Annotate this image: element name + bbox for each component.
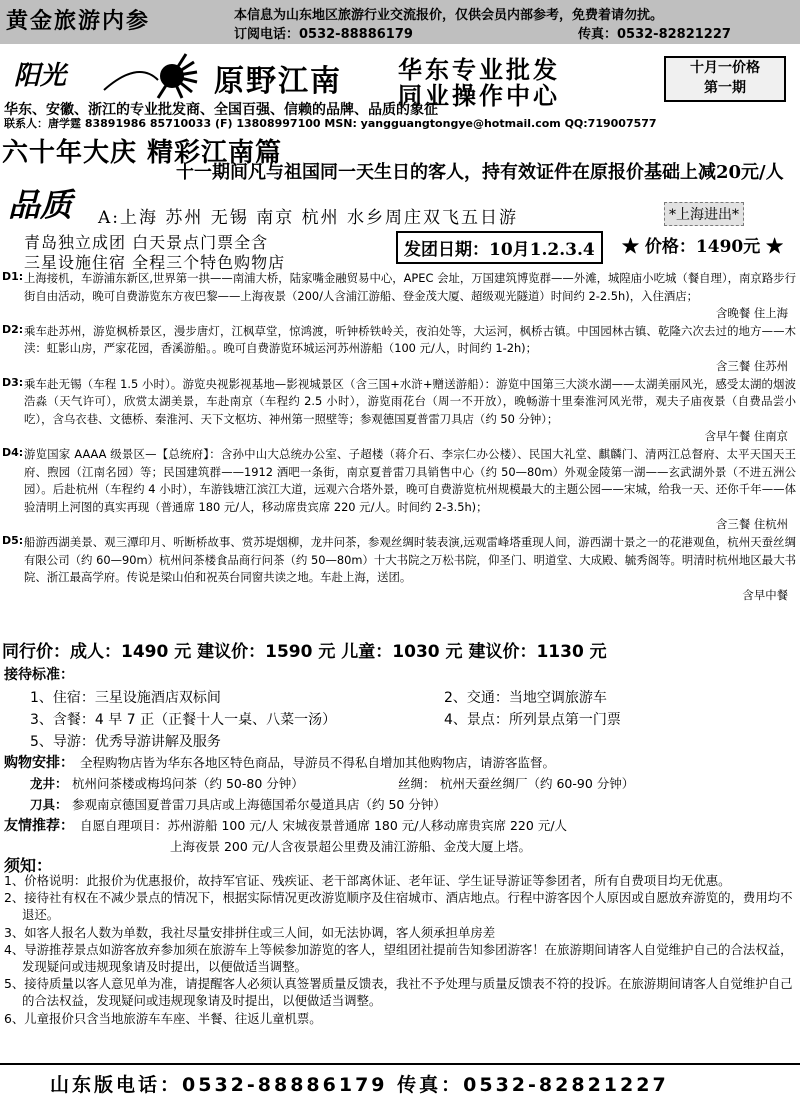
slogan-line-1: 华东专业批发 [398, 56, 560, 84]
standard-accommodation: 1、住宿：三星设施酒店双标间 [30, 690, 221, 706]
day-meals-lodging: 含早中餐 [742, 587, 788, 602]
recommend-line-1: 自愿自理项目：苏州游船 100 元/人 宋城夜景普通席 180 元/人移动席贵宾席 220 元/人 [80, 818, 568, 833]
issue-period-box [664, 56, 786, 102]
day-description: 乘车赴无锡（车程 1.5 小时）。游览央视影视基地—影视城景区（含三国+水浒+赠送游船）：游览中国第三大淡水湖——太湖美丽风光，感受太湖的烟波浩淼（天气许可），欣赏太湖美景，车赴南京（车程约 2.5 小时），游览雨花台（周一不开放），晚畅游十里秦淮河风光带，观夫子庙夜景（自费品尝小吃），含乌衣巷、文德桥、秦淮河、天下文枢坊、神州第一照壁等；参观德国夏普雷刀具店（约 50 分钟）； [24, 376, 796, 426]
itinerary [2, 270, 796, 604]
standard-transport: 2、交通：当地空调旅游车 [444, 690, 607, 706]
price-summary: 同行价：成人：1490 元 建议价：1590 元 儿童：1030 元 建议价：1130 元 [2, 642, 607, 662]
silk-shop: 杭州天蚕丝绸厂（约 60-90 分钟） [440, 776, 635, 791]
route-title: A:上海 苏州 无锡 南京 杭州 水乡周庄双飞五日游 [98, 208, 519, 228]
shopping-intro: 全程购物店皆为华东各地区特色商品，导游员不得私自增加其他购物店，请游客监督。 [80, 755, 556, 770]
note-item: 1、价格说明：此报价为优惠报价，故持军官证、残疾证、老干部离休证、老年证、学生证导游证等参团者，所有自费项目均无优惠。 [4, 873, 731, 888]
day-description: 船游西湖美景、观三潭印月、听断桥故事、赏苏堤烟柳，龙井问茶，参观丝绸时装表演,远观雷峰塔重现人间，游西湖十景之一的花港观鱼，杭州天蚕丝绸有限公司（约 60—90m）杭州问茶楼食品商行问茶（约 50—80m）十大书院之万松书院，仰圣门、明道堂、大成殿、毓秀阁等。明清时杭州地区最大书院、浙江最高学府。传说是梁山伯和祝英台同窗共读之地。车赴上海，送团。 [24, 534, 796, 585]
contact-line: 联系人：唐学霆 83891986 85710033 (F) 13808997100 MSN: yangguangtongye@hotmail.com QQ:719007577 [4, 117, 657, 130]
itinerary-day-5 [2, 534, 796, 604]
standards-heading: 接待标准： [4, 667, 74, 683]
itinerary-day-4 [2, 446, 796, 534]
header-notice: 本信息为山东地区旅游行业交流报价，仅供会员内部参考，免费着请勿扰。 [234, 8, 664, 23]
feature-line-1: 青岛独立成团 白天景点门票全含 [24, 233, 269, 252]
day-meals-lodging: 含三餐 住苏州 [716, 358, 788, 373]
recommend-heading: 友情推荐： [4, 818, 74, 834]
day-description: 上海接机，车游浦东新区,世界第一拱——南浦大桥，陆家嘴金融贸易中心，APEC 会址，万国建筑博览群——外滩，城隍庙小吃城（餐自理），南京路步行街自由活动，晚可自费游览东方夜巴黎——上海夜景（200/人含浦江游船、登金茂大厦、超级观光隧道）时间约 2-2.5h)，入住酒店； [24, 271, 796, 303]
header-fax: 传真：0532-82821227 [578, 27, 731, 42]
note-item: 4、导游推荐景点如游客放弃参加须在旅游车上等候参加游览的客人，望组团社提前告知参团游客！在旅游期间请客人自觉维护自己的合法权益，发现疑问或违规现象请及时提出，以便做适当调整。 [4, 941, 793, 975]
day-label: D4: [2, 445, 24, 459]
day-label: D2: [2, 322, 24, 336]
standard-meals: 3、含餐：4 早 7 正（正餐十人一桌、八菜一汤） [30, 712, 337, 728]
note-item: 3、如客人报名人数为单数，我社尽量安排拼住或三人间，如无法协调，客人须承担单房差 [4, 924, 496, 940]
footer-contact: 山东版电话：0532-88886179 传真：0532-82821227 [50, 1074, 669, 1096]
day-description: 游览国家 AAAA 级景区—【总统府】：含孙中山大总统办公室、子超楼（蒋介石、李宗仁办公楼）、民国大礼堂、麒麟门、清两江总督府、太平天国天王府、煦园（江南名园）等；民国建筑群——1912 酒吧一条街，南京夏普雷刀具销售中心（约 50—80m）外观金陵第一湖——玄武湖外景（不进五洲公园）。后赴杭州（车程约 4 小时），车游钱塘江滨江大道，远观六合塔外景，晚可自费游览杭州规模最大的主题公园——宋城，给我一天、还你千年——体验清明上河图的真实再现（普通席 180 元/人，移动席贵宾席 220 元/人。时间约 2-3.5h)； [24, 446, 796, 514]
standard-guide: 5、导游：优秀导游讲解及服务 [30, 734, 221, 750]
issue-number: 第一期 [704, 80, 746, 96]
price-period: 十月一价格 [690, 60, 760, 76]
day-label: D3: [2, 375, 24, 389]
subscription-phone: 订阅电话：0532-88886179 [234, 27, 413, 42]
knife-label: 刀具： [30, 797, 68, 812]
slogan-line-2: 同业操作中心 [398, 82, 560, 110]
logo-lettering: 阳光 [14, 61, 67, 91]
brand-tagline: 华东、安徽、浙江的专业批发商、全国百强、信赖的品牌、品质的象征 [4, 102, 438, 118]
note-item: 6、儿童报价只含当地旅游车车座、半餐、往返儿童机票。 [4, 1010, 322, 1026]
longjing-label: 龙井： [30, 776, 68, 791]
itinerary-day-1 [2, 270, 796, 323]
note-item: 2、接待社有权在不减少景点的情况下，根据实际情况更改游览顺序及住宿城市、酒店地点。行程中游客因个人原因或自愿放弃游览的，费用均不退还。 [4, 890, 793, 923]
longjing-shop: 杭州问茶楼或梅坞问茶（约 50-80 分钟） [72, 776, 304, 791]
company-logo [8, 50, 198, 100]
sun-logo-icon [8, 50, 198, 100]
publication-title: 黄金旅游内参 [6, 9, 151, 34]
headline-price: ★ 价格：1490元 ★ [622, 237, 784, 257]
day-label: D1: [2, 270, 24, 283]
recommend-line-2: 上海夜景 200 元/人含夜景超公里费及浦江游船、金茂大厦上塔。 [170, 839, 532, 854]
day-meals-lodging: 含三餐 住杭州 [716, 517, 788, 532]
notes-list [2, 872, 798, 1027]
notes-heading: 须知： [4, 856, 53, 875]
knife-shop: 参观南京德国夏普雷刀具店或上海德国希尔曼道具店（约 50 分钟） [72, 797, 446, 812]
footer-divider [0, 1063, 800, 1065]
itinerary-day-2 [2, 323, 796, 376]
entry-badge: *上海进出* [664, 202, 744, 226]
quality-heading: 品质 [8, 186, 73, 224]
feature-line-2: 三星设施住宿 全程三个特色购物店 [24, 253, 286, 272]
brand-name: 原野江南 [214, 64, 342, 99]
day-meals-lodging: 含晚餐 住上海 [716, 306, 788, 321]
day-label: D5: [2, 533, 24, 547]
birthday-promo: 十一期间凡与祖国同一天生日的客人，持有效证件在原报价基础上减20元/人 [176, 162, 784, 183]
itinerary-day-3 [2, 376, 796, 446]
silk-label: 丝绸： [398, 776, 436, 791]
day-description: 乘车赴苏州，游览枫桥景区，漫步唐灯，江枫草堂，惊鸿渡，听钟桥铁岭关，夜泊处等，大运河，枫桥古镇。中国园林古镇、乾隆六次去过的地方——木渎：虹影山房，严家花园，香溪游船。。晚可自费游览环城运河苏州游船（100 元/人，时间约 1-2h)； [24, 323, 796, 356]
shopping-heading: 购物安排： [4, 755, 74, 771]
note-item: 5、接待质量以客人意见单为准，请提醒客人必须认真签署质量反馈表，我社不予处理与质量反馈表不符的投诉。在旅游期间请客人自觉维护自己的合法权益，发现疑问或违规现象请及时提出，以便做适当调整。 [4, 976, 793, 1009]
departure-dates: 发团日期：10月1.2.3.4 [396, 231, 603, 264]
day-meals-lodging: 含早午餐 住南京 [704, 429, 788, 444]
main-title: 六十年大庆 精彩江南篇 [2, 138, 283, 168]
standard-sights: 4、景点：所列景点第一门票 [444, 712, 621, 728]
